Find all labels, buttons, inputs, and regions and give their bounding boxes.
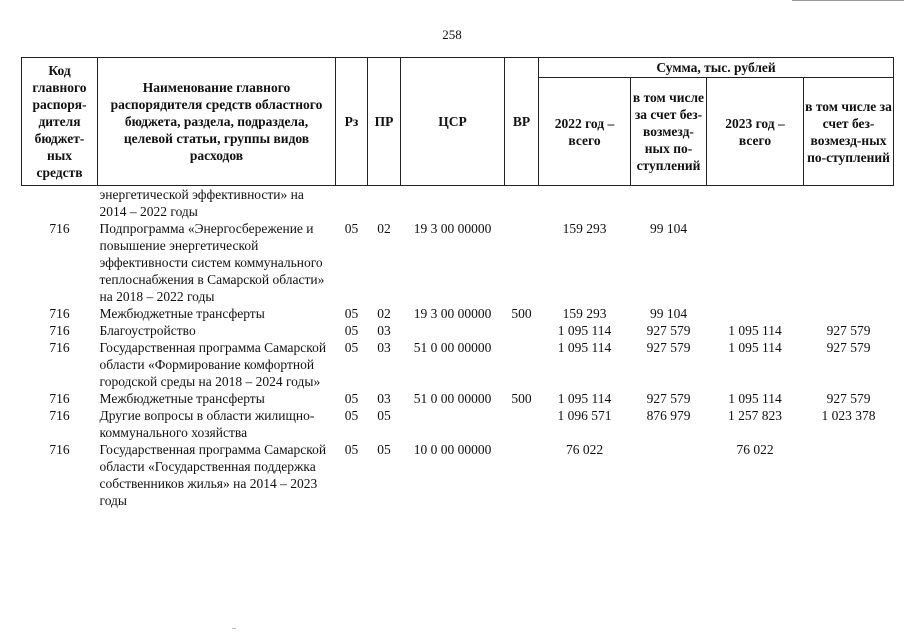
cell-2022-free: 99 104 — [649, 221, 688, 236]
cell-2022-total: 1 095 114 — [557, 323, 612, 338]
cell-code — [22, 186, 98, 220]
header-code: Код главного распоря-дителя бюджет-ных средств — [22, 58, 98, 186]
cell-code: 716 — [49, 340, 70, 355]
cell-pr — [368, 186, 401, 220]
cell-pr: 05 — [377, 408, 391, 423]
cell-rz: 05 — [344, 408, 359, 423]
cell-rz: 05 — [344, 221, 359, 236]
cell-2022-total: 159 293 — [562, 221, 607, 236]
cell-name: Государственная программа Самарской области «Государственная поддержка собственников жилья» на 2014 – 2023 годы — [99, 442, 327, 508]
cell-rz: 05 — [344, 306, 359, 321]
header-2022-total: 2022 год – всего — [539, 78, 631, 186]
cell-2023-free — [804, 186, 894, 220]
table-row — [22, 390, 894, 407]
cell-2023-free: 1 023 378 — [821, 408, 876, 423]
cell-code: 716 — [49, 442, 70, 457]
cell-vr — [505, 339, 539, 390]
cell-2022-total: 76 022 — [565, 442, 604, 457]
cell-csr — [401, 407, 505, 441]
cell-rz: 05 — [344, 340, 359, 355]
cell-csr — [401, 322, 505, 339]
header-sum: Сумма, тыс. рублей — [539, 58, 894, 78]
cell-2023-total: 1 257 823 — [728, 408, 782, 423]
cell-2023-free: 927 579 — [826, 340, 871, 355]
cell-pr: 03 — [377, 340, 391, 355]
table-row — [22, 220, 894, 305]
header-2023-total: 2023 год – всего — [707, 78, 804, 186]
cell-2022-free — [631, 186, 707, 220]
cell-pr: 03 — [377, 391, 391, 406]
table-body — [22, 186, 894, 510]
cell-csr: 51 0 00 00000 — [413, 391, 492, 406]
cell-2022-free: 927 579 — [646, 391, 691, 406]
cell-2022-total: 1 096 571 — [557, 408, 612, 423]
cell-name: Подпрограмма «Энергосбережение и повышение энергетической эффективности систем коммунального теплоснабжения в Самарской области» на 2018 – 2022 годы — [99, 221, 325, 304]
cell-csr: 10 0 00 00000 — [413, 442, 492, 457]
cell-vr: 500 — [511, 391, 532, 406]
cell-vr — [505, 407, 539, 441]
cell-csr: 51 0 00 00000 — [413, 340, 492, 355]
cell-2022-free: 927 579 — [646, 340, 691, 355]
table-row — [22, 407, 894, 441]
header-name: Наименование главного распорядителя средств областного бюджета, раздела, подраздела, целевой статьи, группы видов расходов — [98, 58, 336, 186]
header-2022-free: в том числе за счет без-возмезд-ных по-ступлений — [631, 78, 707, 186]
cell-pr: 02 — [377, 306, 391, 321]
table-header — [22, 58, 894, 186]
table-row — [22, 339, 894, 390]
cell-vr — [505, 220, 539, 305]
cell-2023-free: 927 579 — [826, 323, 871, 338]
header-pr: ПР — [368, 58, 401, 186]
cell-code: 716 — [49, 408, 70, 423]
cell-2022-free — [631, 441, 707, 509]
table-row — [22, 305, 894, 322]
cell-name: Межбюджетные трансферты — [99, 306, 265, 321]
cell-name: энергетической эффективности» на 2014 – 2022 годы — [99, 187, 304, 219]
cell-rz — [336, 186, 368, 220]
cell-rz: 05 — [344, 391, 359, 406]
cell-2022-total: 159 293 — [562, 306, 607, 321]
cell-vr — [505, 186, 539, 220]
cell-rz: 05 — [344, 323, 359, 338]
cell-pr: 02 — [377, 221, 391, 236]
cell-2022-total — [539, 186, 631, 220]
cell-vr: 500 — [511, 306, 532, 321]
cell-2022-free: 99 104 — [649, 306, 688, 321]
header-2023-free: в том числе за счет без-возмезд-ных по-ступлений — [804, 78, 894, 186]
cell-2023-total: 76 022 — [736, 442, 774, 457]
cell-csr — [401, 186, 505, 220]
cell-pr: 03 — [377, 323, 391, 338]
cell-2023-total — [707, 220, 804, 305]
cell-pr: 05 — [377, 442, 391, 457]
cell-2023-free — [804, 305, 894, 322]
cell-code: 716 — [49, 306, 70, 321]
cell-vr — [505, 441, 539, 509]
cell-2022-total: 1 095 114 — [557, 391, 612, 406]
page-number: 258 — [442, 27, 462, 42]
cell-2023-free — [804, 220, 894, 305]
cell-2023-total: 1 095 114 — [728, 391, 782, 406]
cell-csr: 19 3 00 00000 — [413, 306, 492, 321]
cell-2023-free — [804, 441, 894, 509]
cell-code: 716 — [49, 221, 70, 236]
cell-2023-total: 1 095 114 — [728, 340, 782, 355]
cell-csr: 19 3 00 00000 — [413, 221, 492, 236]
cell-2023-total — [707, 186, 804, 220]
cell-code: 716 — [49, 391, 70, 406]
cell-2023-total — [707, 305, 804, 322]
budget-table — [21, 57, 894, 509]
cell-code: 716 — [49, 323, 70, 338]
cell-2023-free: 927 579 — [826, 391, 871, 406]
cell-name: Благоустройство — [99, 323, 196, 338]
cell-2022-free: 876 979 — [646, 408, 691, 423]
header-csr: ЦСР — [401, 58, 505, 186]
header-rz: Рз — [336, 58, 368, 186]
cell-vr — [505, 322, 539, 339]
scan-speck — [232, 628, 236, 629]
cell-2023-total: 1 095 114 — [728, 323, 782, 338]
cell-name: Другие вопросы в области жилищно-коммунального хозяйства — [99, 408, 315, 440]
table-row — [22, 186, 894, 220]
cell-name: Государственная программа Самарской области «Формирование комфортной городской среды на 2018 – 2024 годы» — [99, 340, 327, 389]
header-vr: ВР — [505, 58, 539, 186]
cell-2022-total: 1 095 114 — [557, 340, 612, 355]
cell-2022-free: 927 579 — [646, 323, 691, 338]
table-row — [22, 322, 894, 339]
top-rule — [792, 0, 904, 1]
cell-name: Межбюджетные трансферты — [99, 391, 265, 406]
table-row — [22, 441, 894, 509]
cell-rz: 05 — [344, 442, 359, 457]
